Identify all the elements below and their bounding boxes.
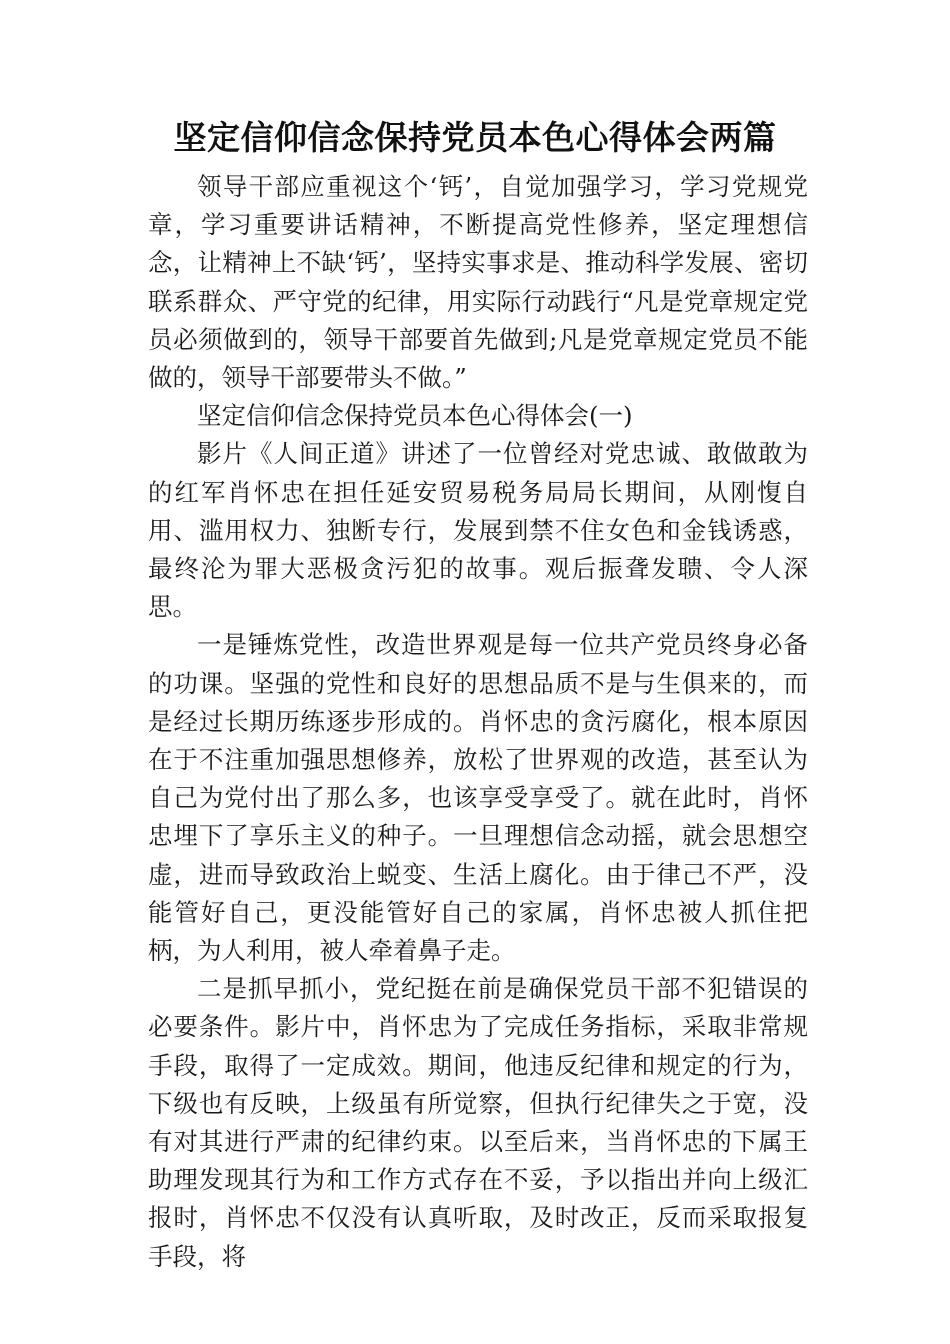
body-paragraph: 二是抓早抓小，党纪挺在前是确保党员干部不犯错误的必要条件。影片中，肖怀忠为了完成任务指标，采取非常规手段，取得了一定成效。期间，他违反纪律和规定的行为，下级也有反映，上级虽有所觉察，但执行纪律失之于宽，没有对其进行严肃的纪律约束。以至后来，当肖怀忠的下属王助理发现其行为和工作方式存在不妥，予以指出并向上级汇报时，肖怀忠不仅没有认真听取，及时改正，反而采取报复手段，将 — [148, 974, 808, 1271]
body-paragraph: 影片《人间正道》讲述了一位曾经对党忠诚、敢做敢为的红军肖怀忠在担任延安贸易税务局局长期间，从刚愎自用、滥用权力、独断专行，发展到禁不住女色和金钱诱惑，最终沦为罪大恶极贪污犯的故事。观后振聋发聩、令人深思。 — [148, 439, 808, 622]
intro-paragraph: 领导干部应重视这个‘钙’，自觉加强学习，学习党规党章，学习重要讲话精神，不断提高党性修养，坚定理想信念，让精神上不缺‘钙’，坚持实事求是、推动科学发展、密切联系群众、严守党的纪律，用实际行动践行“凡是党章规定党员必须做到的，领导干部要首先做到;凡是党章规定党员不能做的，领导干部要带头不做。” — [148, 172, 808, 393]
document-title: 坚定信仰信念保持党员本色心得体会两篇 — [173, 118, 777, 157]
body-paragraph: 一是锤炼党性，改造世界观是每一位共产党员终身必备的功课。坚强的党性和良好的思想品质不是与生俱来的，而是经过长期历练逐步形成的。肖怀忠的贪污腐化，根本原因在于不注重加强思想修养，放松了世界观的改造，甚至认为自己为党付出了那么多，也该享受享受了。就在此时，肖怀忠埋下了享乐主义的种子。一旦理想信念动摇，就会思想空虚，进而导致政治上蜕变、生活上腐化。由于律己不严，没能管好自己，更没能管好自己的家属，肖怀忠被人抓住把柄，为人利用，被人牵着鼻子走。 — [148, 630, 808, 966]
section-heading: 坚定信仰信念保持党员本色心得体会(一) — [197, 401, 633, 431]
document-body — [148, 168, 808, 1276]
